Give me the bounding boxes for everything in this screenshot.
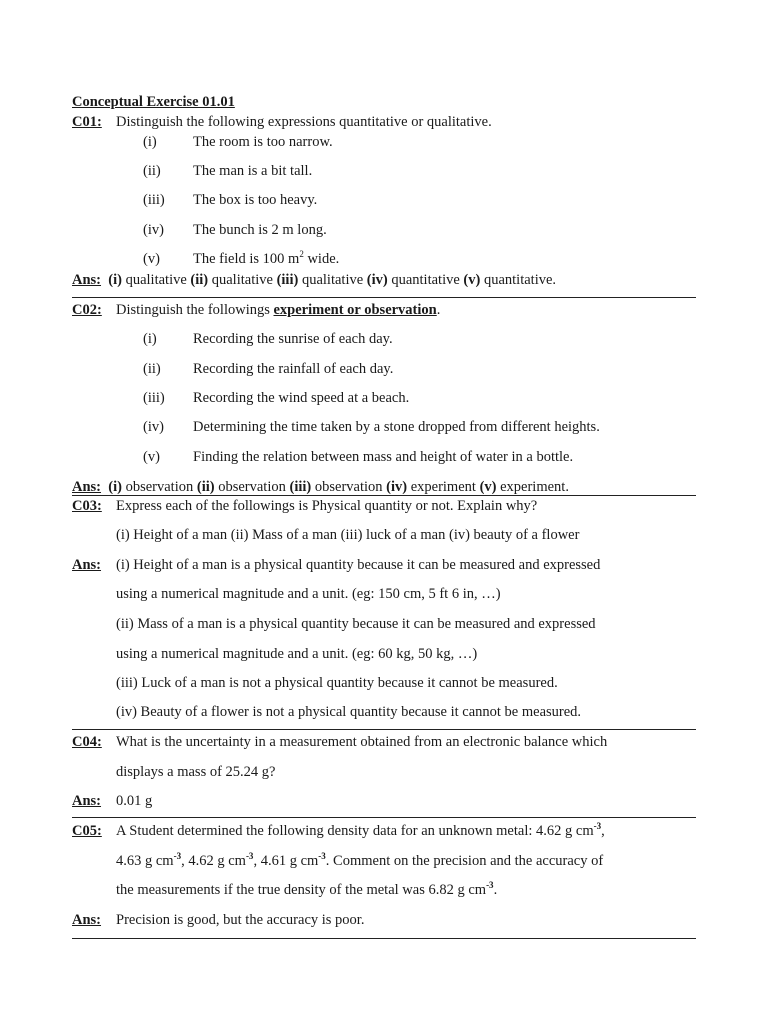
question-text-c03: Express each of the followings is Physical quantity or not. Explain why? <box>116 498 538 514</box>
question-text-c05: the measurements if the true density of the metal was 6.82 g $cm^{-3}$. <box>116 880 498 898</box>
question-tag-c01: C01: <box>72 114 102 130</box>
item-text: Recording the rainfall of each day. <box>193 361 394 377</box>
question-text-c05: 4.63 g $cm^{-3}$, 4.62 g $cm^{-3}$, 4.61 g $cm^{-3}$. Comment on the precision and the accuracy of <box>116 851 604 869</box>
item-number: (iii) <box>143 390 165 406</box>
item-number: (iii) <box>143 192 165 208</box>
item-number: (v) <box>143 449 160 465</box>
item-number: (iv) <box>143 419 164 435</box>
item-text: Determining the time taken by a stone dropped from different heights. <box>193 419 600 435</box>
answer-tag-c03: Ans: <box>72 557 102 573</box>
page-title: Conceptual Exercise 01.01 <box>72 94 235 110</box>
answer-text: 0.01 g <box>116 793 153 809</box>
item-text: Recording the wind speed at a beach. <box>193 390 410 406</box>
divider <box>72 297 696 298</box>
item-text: The room is too narrow. <box>193 134 333 150</box>
item-number: (v) <box>143 251 160 267</box>
question-subtext-c03: (i) Height of a man (ii) Mass of a man (iii) luck of a man (iv) beauty of a flower <box>116 527 580 543</box>
answer-line-c02: Ans: (i) observation (ii) observation (iii) observation (iv) experiment (v) experiment. <box>72 479 569 495</box>
answer-text: (iv) Beauty of a flower is not a physical quantity because it cannot be measured. <box>116 704 582 720</box>
question-text-c04: What is the uncertainty in a measurement obtained from an electronic balance which <box>116 734 608 750</box>
answer-text: using a numerical magnitude and a unit. (eg: 150 cm, 5 ft 6 in, …) <box>116 586 501 602</box>
answer-text: (iii) Luck of a man is not a physical quantity because it cannot be measured. <box>116 675 558 691</box>
item-number: (i) <box>143 134 157 150</box>
item-number: (iv) <box>143 222 164 238</box>
question-tag-c04: C04: <box>72 734 102 750</box>
divider <box>72 817 696 818</box>
answer-text: (ii) Mass of a man is a physical quantity because it can be measured and expressed <box>116 616 596 632</box>
answer-line-c01: Ans: (i) qualitative (ii) qualitative (iii) qualitative (iv) quantitative (v) quantitative. <box>72 272 557 288</box>
item-text: Recording the sunrise of each day. <box>193 331 393 347</box>
item-text: The field is 100 $m^2$ wide. <box>193 249 340 267</box>
question-tag-c05: C05: <box>72 823 102 839</box>
item-text: The box is too heavy. <box>193 192 318 208</box>
question-tag-c03: C03: <box>72 498 102 514</box>
question-text-c01: Distinguish the following expressions quantitative or qualitative. <box>116 114 492 130</box>
question-text-c04: displays a mass of 25.24 g? <box>116 764 276 780</box>
divider <box>72 938 696 939</box>
answer-text: using a numerical magnitude and a unit. (eg: 60 kg, 50 kg, …) <box>116 646 478 662</box>
item-number: (ii) <box>143 361 161 377</box>
divider <box>72 729 696 730</box>
question-tag-c02: C02: <box>72 302 102 318</box>
answer-tag-c05: Ans: <box>72 912 102 928</box>
answer-text: Precision is good, but the accuracy is poor. <box>116 912 365 928</box>
item-text: The bunch is 2 m long. <box>193 222 327 238</box>
question-text-c02: Distinguish the followings experiment or observation. <box>116 302 441 318</box>
question-text-c05: A Student determined the following density data for an unknown metal: 4.62 g $cm^{-3}$, <box>116 821 605 839</box>
item-number: (ii) <box>143 163 161 179</box>
item-number: (i) <box>143 331 157 347</box>
answer-tag-c04: Ans: <box>72 793 102 809</box>
answer-text: (i) Height of a man is a physical quantity because it can be measured and expressed <box>116 557 601 573</box>
item-text: Finding the relation between mass and height of water in a bottle. <box>193 449 574 465</box>
item-text: The man is a bit tall. <box>193 163 313 179</box>
divider <box>72 495 696 496</box>
